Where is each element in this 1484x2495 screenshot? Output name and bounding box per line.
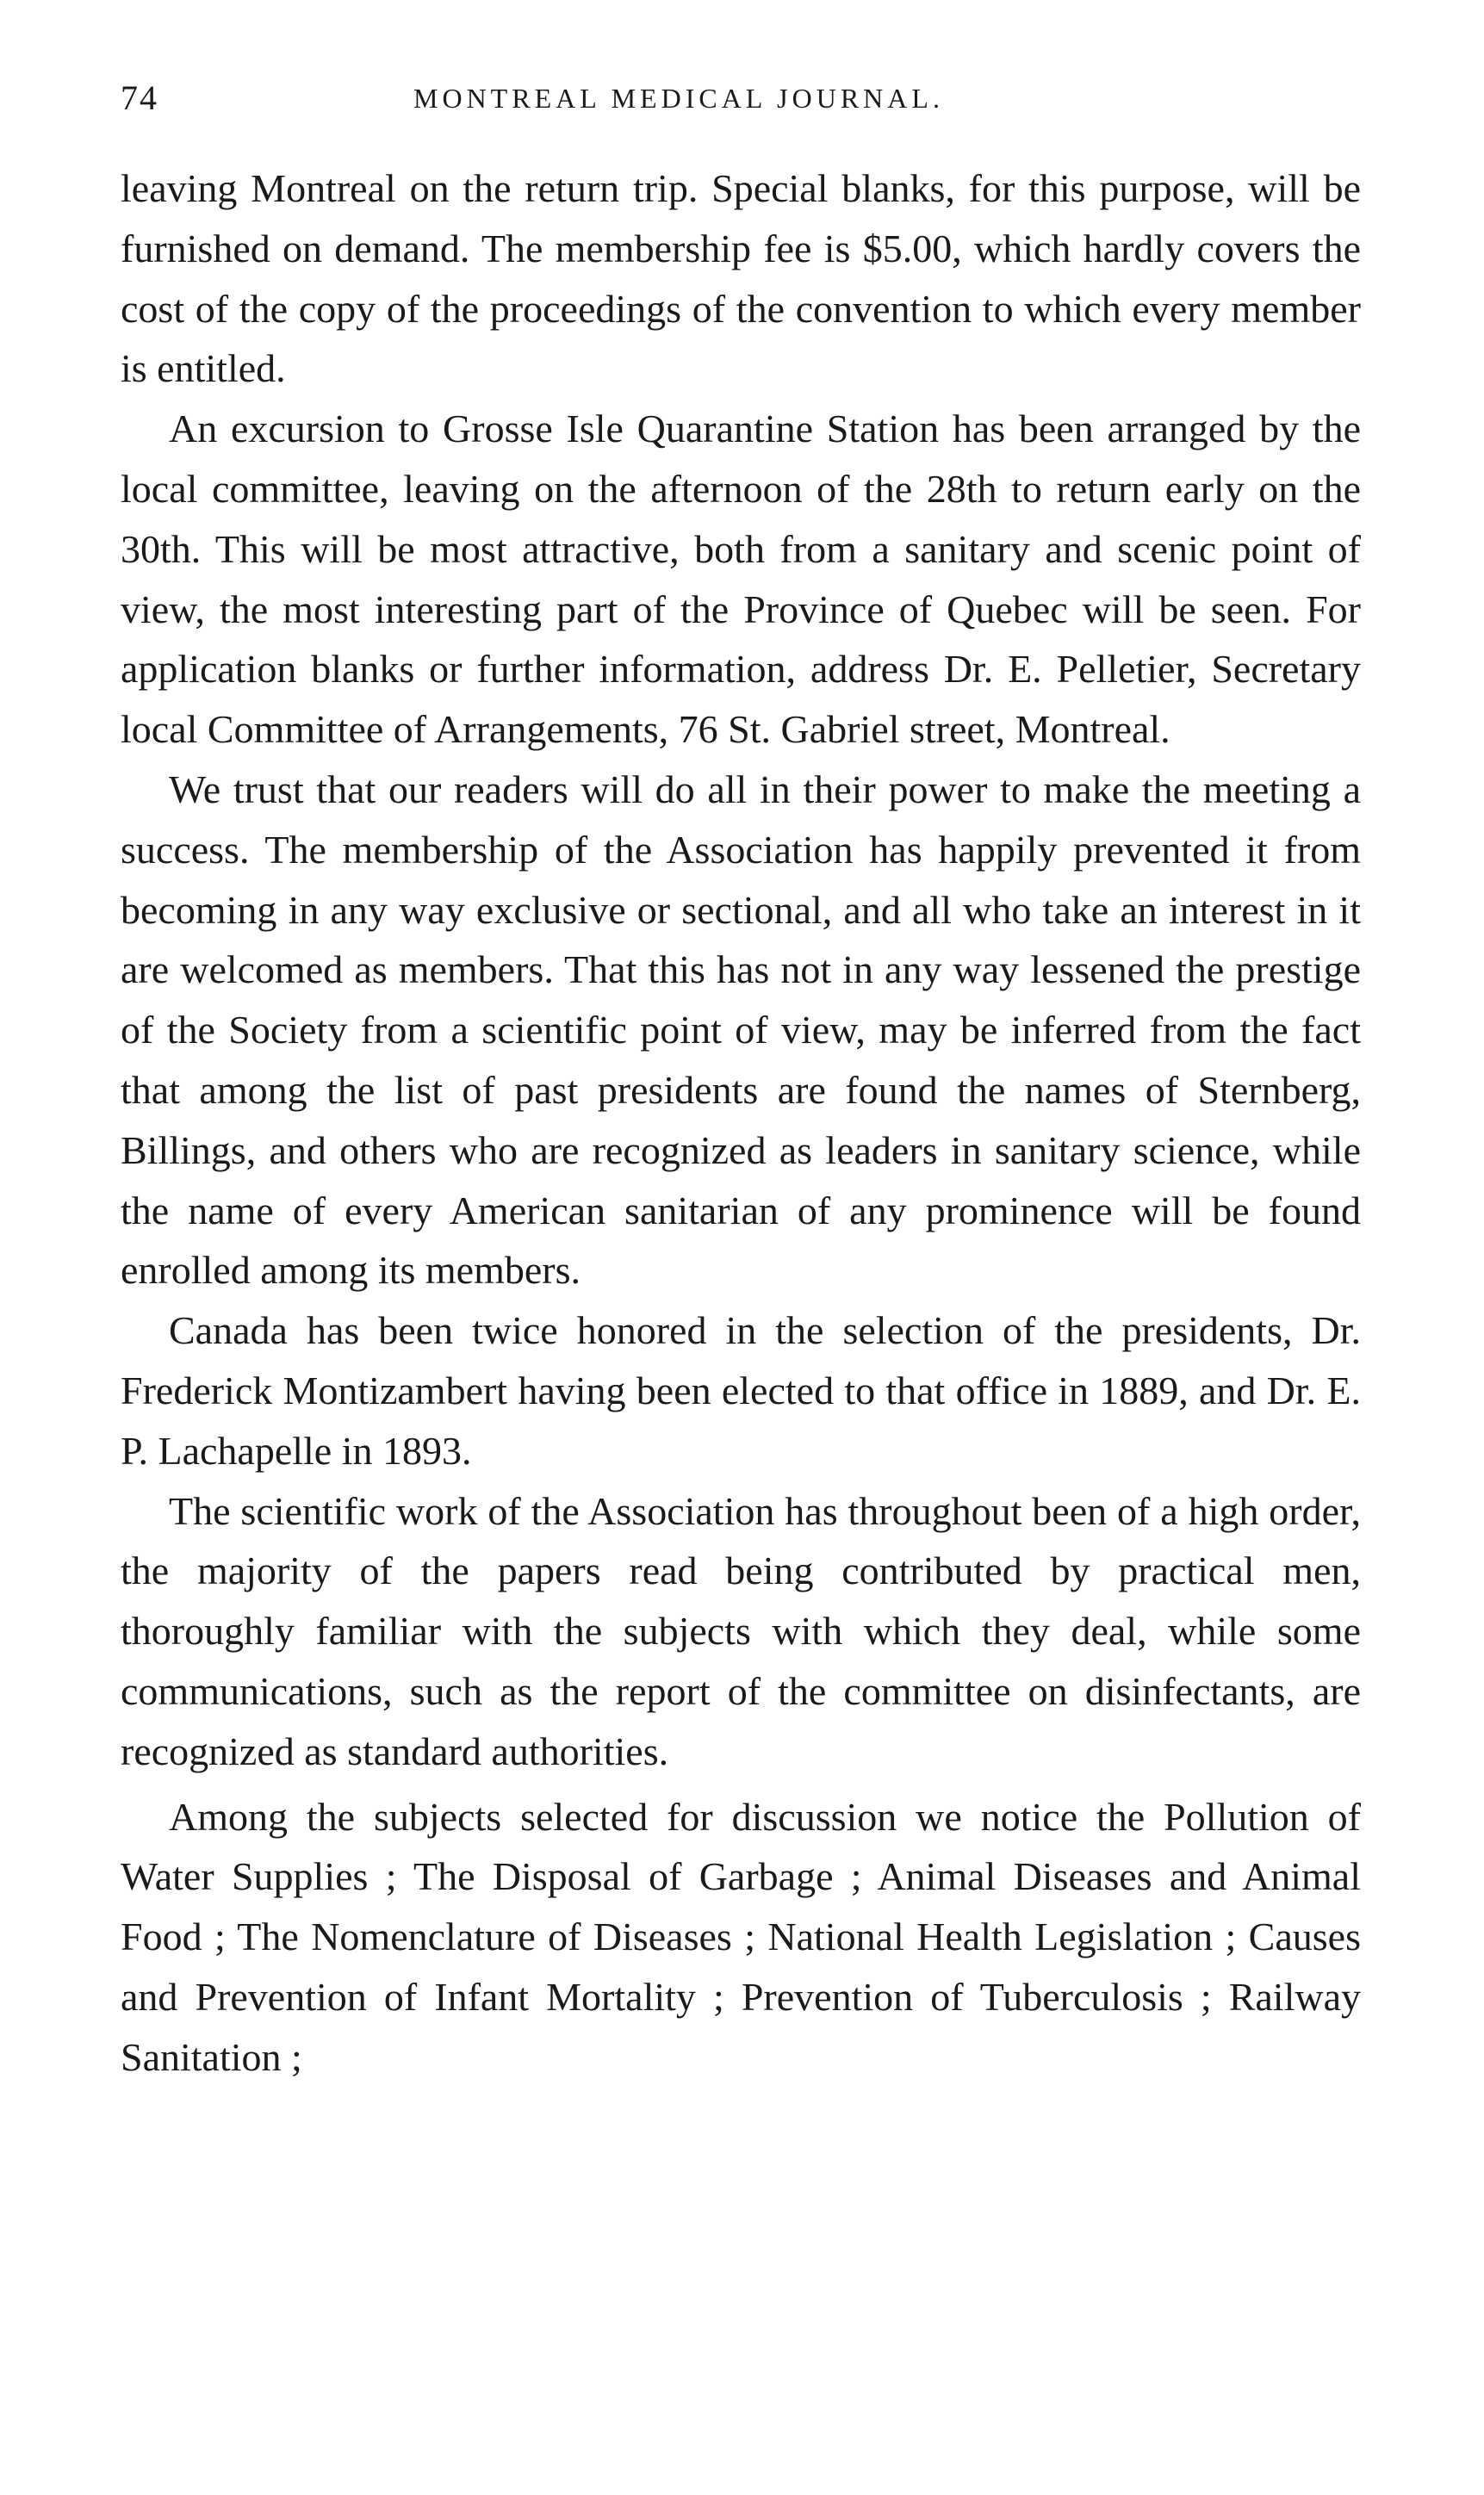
paragraph-scientific-work: The scientific work of the Association has throughout been of a high order, the majority of the papers read being contributed by practical men, thoroughly familiar with the subjects with which they deal, while some communications, such as the report of the committee on disinfectants, are recognized as standard authorities. xyxy=(121,1488,1361,1773)
paragraph-membership: We trust that our readers will do all in their power to make the meeting a success. The membership of the Association has happily prevented it from becoming in any way exclusive or sectional, and all who take an interest in it are welcomed as members. That this has not in any way lessened the prestige of the Society from a scientific point of view, may be inferred from the fact that among the list of past presidents are found the names of Sternberg, Billings, and others who are recognized as leaders in sanitary science, while the name of every American sanitarian of any prominence will be found enrolled among its members. xyxy=(121,766,1361,1293)
page-number: 74 xyxy=(121,78,158,117)
journal-title: MONTREAL MEDICAL JOURNAL. xyxy=(413,83,944,114)
paragraph-excursion: An excursion to Grosse Isle Quarantine Station has been arranged by the local committee, leaving on the afternoon of the 28th to return early on the 30th. This will be most attractive, both from a sanitary and scenic point of view, the most interesting part of the Province of Quebec will be seen. For application blanks or further information, address Dr. E. Pelletier, Secretary local Committee of Arrangements, 76 St. Gabriel street, Montreal. xyxy=(121,407,1361,752)
paragraph-discussion-subjects: Among the subjects selected for discussion we notice the Pollution of Water Supplies ; The Disposal of Garbage ; Animal Diseases and Animal Food ; The Nomenclature of Diseases ; National Health Legislation ; Causes and Prevention of Infant Mortality ; Prevention of Tuberculosis ; Railway Sanitation ; xyxy=(121,1794,1361,2079)
paragraph-canada-presidents: Canada has been twice honored in the selection of the presidents, Dr. Frederick Montizambert having been elected to that office in 1889, and Dr. E. P. Lachapelle in 1893. xyxy=(121,1308,1361,1473)
paragraph-continuation: leaving Montreal on the return trip. Special blanks, for this purpose, will be furnished on demand. The membership fee is $5.00, which hardly covers the cost of the copy of the proceedings of the convention to which every member is entitled. xyxy=(121,166,1361,391)
document-page xyxy=(121,78,1361,2088)
running-head xyxy=(121,78,1361,129)
